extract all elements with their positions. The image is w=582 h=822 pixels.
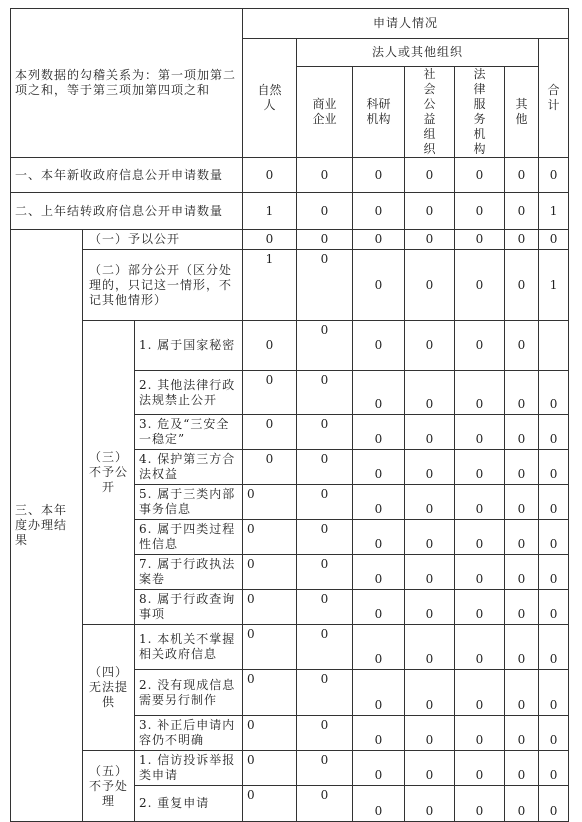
cell: 0 xyxy=(297,250,353,321)
cell: 0 xyxy=(297,751,353,786)
cell: 0 xyxy=(539,590,569,625)
cell: 1 xyxy=(243,250,297,321)
cell: 0 xyxy=(455,716,505,751)
cell: 0 xyxy=(353,751,405,786)
cell: 0 xyxy=(405,751,455,786)
results-label: 三、本年度办理结果 xyxy=(11,230,83,822)
cell: 0 xyxy=(405,625,455,670)
cell: 0 xyxy=(505,590,539,625)
total-header: 合计 xyxy=(539,39,569,158)
legal-entity-header: 法人或其他组织 xyxy=(297,39,539,67)
cell: 0 xyxy=(539,625,569,670)
cell: 0 xyxy=(405,371,455,415)
cell: 0 xyxy=(455,485,505,520)
research-header: 科研机构 xyxy=(353,67,405,158)
cell: 0 xyxy=(505,555,539,590)
not-processed-label: （五）不予处理 xyxy=(83,751,135,822)
not-disclose-label: （三）不予公开 xyxy=(83,321,135,625)
row-label: 8. 属于行政查询事项 xyxy=(135,590,243,625)
cell xyxy=(539,321,569,371)
cell: 0 xyxy=(405,590,455,625)
cell: 0 xyxy=(297,670,353,716)
cell: 0 xyxy=(539,371,569,415)
cell: 0 xyxy=(353,450,405,485)
cell: 0 xyxy=(243,670,297,716)
cell: 0 xyxy=(353,786,405,822)
row-label: （二）部分公开（区分处理的，只记这一情形，不记其他情形） xyxy=(83,250,243,321)
cell: 0 xyxy=(353,485,405,520)
cell: 0 xyxy=(455,415,505,450)
cell: 0 xyxy=(505,193,539,230)
cell: 0 xyxy=(455,590,505,625)
cell: 0 xyxy=(243,230,297,250)
cell: 0 xyxy=(539,751,569,786)
row-label: 二、上年结转政府信息公开申请数量 xyxy=(11,193,243,230)
row-label: （一）予以公开 xyxy=(83,230,243,250)
cell: 0 xyxy=(539,555,569,590)
cell: 0 xyxy=(505,371,539,415)
cell: 0 xyxy=(505,250,539,321)
cell: 0 xyxy=(539,158,569,193)
cell: 0 xyxy=(505,520,539,555)
cell: 0 xyxy=(297,321,353,371)
cell: 1 xyxy=(539,193,569,230)
corner-note: 本列数据的勾稽关系为：第一项加第二项之和，等于第三项加第四项之和 xyxy=(11,9,243,158)
natural-person-header: 自然人 xyxy=(243,39,297,158)
cell: 0 xyxy=(297,716,353,751)
cell: 0 xyxy=(455,751,505,786)
row-label: 5. 属于三类内部事务信息 xyxy=(135,485,243,520)
cell: 0 xyxy=(505,670,539,716)
cell: 0 xyxy=(353,716,405,751)
cell: 0 xyxy=(243,158,297,193)
cell: 0 xyxy=(405,250,455,321)
cell: 0 xyxy=(505,450,539,485)
row-label: 一、本年新收政府信息公开申请数量 xyxy=(11,158,243,193)
table-row xyxy=(11,751,569,786)
cell: 0 xyxy=(539,520,569,555)
cell: 0 xyxy=(539,450,569,485)
cell: 0 xyxy=(539,485,569,520)
cell: 0 xyxy=(455,450,505,485)
row-label: 7. 属于行政执法案卷 xyxy=(135,555,243,590)
row-label: 6. 属于四类过程性信息 xyxy=(135,520,243,555)
cell: 0 xyxy=(353,158,405,193)
cell: 0 xyxy=(243,786,297,822)
cell: 1 xyxy=(539,250,569,321)
other-header: 其他 xyxy=(505,67,539,158)
cell: 0 xyxy=(455,555,505,590)
commercial-header: 商业企业 xyxy=(297,67,353,158)
cell: 0 xyxy=(405,670,455,716)
cell: 0 xyxy=(405,193,455,230)
cell: 0 xyxy=(455,371,505,415)
row-label: 1. 本机关不掌握相关政府信息 xyxy=(135,625,243,670)
row-label: 4. 保护第三方合法权益 xyxy=(135,450,243,485)
cell: 0 xyxy=(353,625,405,670)
cell: 0 xyxy=(455,520,505,555)
cell: 0 xyxy=(455,786,505,822)
cell: 0 xyxy=(353,590,405,625)
cell: 0 xyxy=(405,415,455,450)
cell: 0 xyxy=(297,625,353,670)
table-row xyxy=(11,193,569,230)
cell: 0 xyxy=(243,450,297,485)
cell: 0 xyxy=(505,485,539,520)
cell: 0 xyxy=(455,625,505,670)
cell: 0 xyxy=(297,371,353,415)
cell: 0 xyxy=(297,193,353,230)
public-welfare-header: 社会公益组织 xyxy=(405,67,455,158)
cell: 0 xyxy=(455,158,505,193)
cell: 0 xyxy=(297,590,353,625)
cell: 0 xyxy=(405,520,455,555)
cell: 0 xyxy=(297,786,353,822)
cell: 0 xyxy=(297,230,353,250)
cell: 0 xyxy=(405,485,455,520)
cell: 0 xyxy=(243,321,297,371)
legal-service-header: 法律服务机构 xyxy=(455,67,505,158)
cell: 0 xyxy=(505,230,539,250)
cell: 0 xyxy=(353,321,405,371)
cell: 0 xyxy=(353,670,405,716)
cell: 0 xyxy=(243,716,297,751)
cell: 0 xyxy=(505,786,539,822)
cell: 0 xyxy=(505,158,539,193)
cell: 0 xyxy=(243,555,297,590)
cell: 0 xyxy=(505,751,539,786)
table-row xyxy=(11,250,569,321)
cell: 0 xyxy=(455,670,505,716)
cell: 0 xyxy=(297,415,353,450)
cell: 0 xyxy=(405,786,455,822)
cell: 0 xyxy=(297,555,353,590)
cell: 0 xyxy=(243,625,297,670)
cell: 0 xyxy=(455,230,505,250)
applicant-header: 申请人情况 xyxy=(243,9,569,39)
cell: 0 xyxy=(243,751,297,786)
cell: 0 xyxy=(505,415,539,450)
cell: 0 xyxy=(405,716,455,751)
cell: 0 xyxy=(505,716,539,751)
cell: 0 xyxy=(455,321,505,371)
cell: 0 xyxy=(243,415,297,450)
cell: 0 xyxy=(539,230,569,250)
cell: 0 xyxy=(539,670,569,716)
cannot-provide-label: （四）无法提供 xyxy=(83,625,135,751)
table-row xyxy=(11,158,569,193)
table-row xyxy=(11,321,569,371)
cell: 0 xyxy=(405,230,455,250)
cell: 0 xyxy=(505,321,539,371)
row-label: 2. 没有现成信息需要另行制作 xyxy=(135,670,243,716)
cell: 1 xyxy=(243,193,297,230)
cell: 0 xyxy=(539,716,569,751)
cell: 0 xyxy=(405,450,455,485)
row-label: 2. 其他法律行政法规禁止公开 xyxy=(135,371,243,415)
cell: 0 xyxy=(455,193,505,230)
table-row xyxy=(11,230,569,250)
cell: 0 xyxy=(353,230,405,250)
cell: 0 xyxy=(353,415,405,450)
row-label: 1. 属于国家秘密 xyxy=(135,321,243,371)
cell: 0 xyxy=(353,371,405,415)
cell: 0 xyxy=(243,520,297,555)
cell: 0 xyxy=(297,520,353,555)
cell: 0 xyxy=(353,520,405,555)
cell: 0 xyxy=(243,371,297,415)
row-label: 2. 重复申请 xyxy=(135,786,243,822)
cell: 0 xyxy=(243,485,297,520)
cell: 0 xyxy=(405,321,455,371)
cell: 0 xyxy=(297,450,353,485)
cell: 0 xyxy=(297,485,353,520)
cell: 0 xyxy=(297,158,353,193)
row-label: 1. 信访投诉举报类申请 xyxy=(135,751,243,786)
info-disclosure-table xyxy=(10,8,568,818)
cell: 0 xyxy=(505,625,539,670)
cell: 0 xyxy=(405,555,455,590)
row-label: 3. 危及“三安全一稳定” xyxy=(135,415,243,450)
cell: 0 xyxy=(539,415,569,450)
row-label: 3. 补正后申请内容仍不明确 xyxy=(135,716,243,751)
table-row xyxy=(11,625,569,670)
cell: 0 xyxy=(539,786,569,822)
cell: 0 xyxy=(405,158,455,193)
cell: 0 xyxy=(353,193,405,230)
cell: 0 xyxy=(455,250,505,321)
cell: 0 xyxy=(353,555,405,590)
cell: 0 xyxy=(353,250,405,321)
cell: 0 xyxy=(243,590,297,625)
